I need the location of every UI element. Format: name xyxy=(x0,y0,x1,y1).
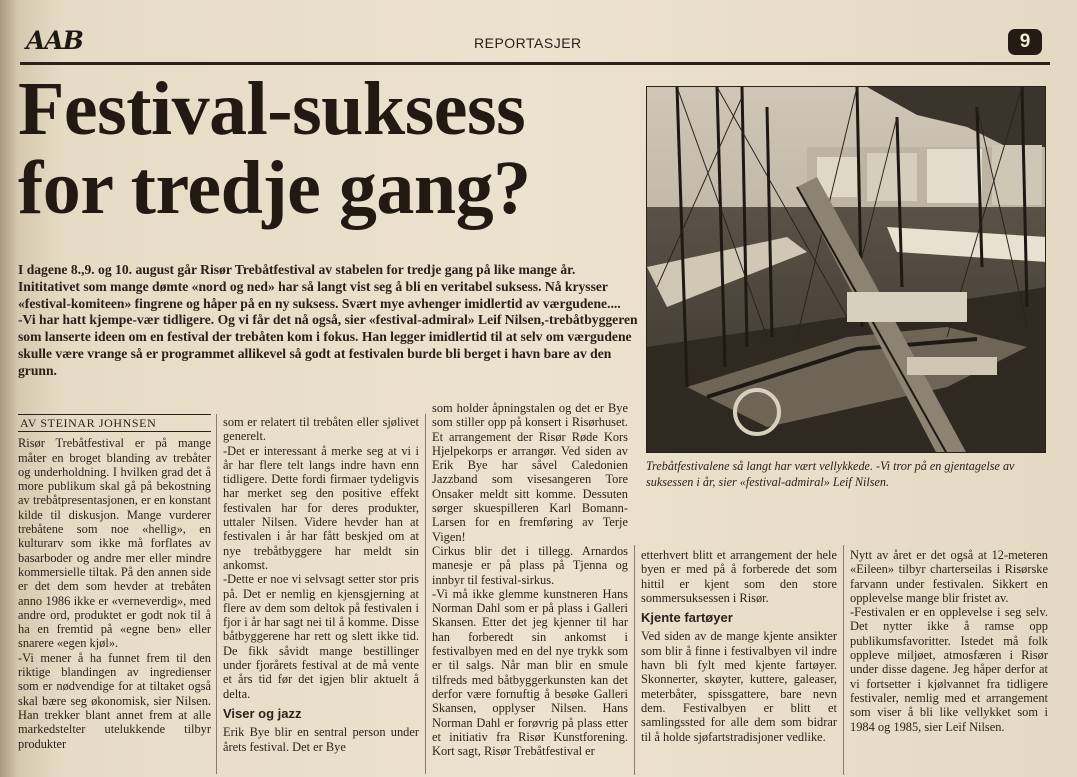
column-4-paragraph-2: Ved siden av de mange kjente ansikter som blir å finne i festivalbyen vil indre havn bli fylt med kjente fartøyer. Skonnerter, skøyter, kuttere, galeaser, meterbåter, spissgattere, bare nevn dem. Festivalbyen er blitt et samlingssted for alle dem som bidrar til å holde sjøfartstradisjoner vedlike. xyxy=(641,629,837,744)
masthead xyxy=(22,26,1052,60)
headline-line-2: for tredje gang? xyxy=(18,146,531,230)
column-divider xyxy=(843,545,844,775)
column-1-paragraph-1: Risør Trebåtfestival er på mange måter en broget blanding av trebåter og underholdning. I hvilken grad det å more publikum skal gå på bekostning av trebåtpresentasjonen, er en konstant kilde til diskusjon. Mange vurderer trebåtene som noe «hellig», en kulturarv som ikke må forflates av basarboder og andre mer eller mindre kommersielle tiltak. På den annen side er det dem som hevder at trebåten anno 1986 ikke er «verneverdig», med andre ord, produktet er godt nok til å ha en fremtid på «egne ben» eller snarere «egen kjøl». xyxy=(18,436,211,651)
lead-paragraph-2: -Vi har hatt kjempe-vær tidligere. Og vi får det nå også, sier «festival-admiral» Leif Nilsen,-trebåtbyggeren som lanserte ideen om en festival der trebåten kom i fokus. Han legger imidlertid til at selv om værgudene skulle være vrange så er programmet allikevel så godt at festivalen burde bli berget i havn bare av den grunn. xyxy=(18,312,638,378)
article-headline xyxy=(18,67,638,230)
column-3-paragraph-3: -Vi må ikke glemme kunstneren Hans Norman Dahl som er på plass i Galleri Skansen. Etter det jeg kjenner til har han forberedt sin ankomst i festivalbyen med en del nye trykk som er til salgs. Når man blir en smule tilfreds med båtbyggerkunsten kan det derfor være fornuftig å besøke Galleri Skansen, opplyser Nilsen. Hans Norman Dahl er forøvrig på plass etter et initiativ fra Risør Kunstforening. Kort sagt, Risør Trebåtfestival er xyxy=(432,586,628,759)
lead-paragraph-1: I dagene 8.,9. og 10. august går Risør Trebåtfestival av stabelen for tredje gang på like mange år. Inititativet som mange dømte «nord og ned» har så langt vist seg å bli en veritabel suksess. Nå krysser «festival-komiteen» fingrene og håper på en ny suksess. Svært mye avhenger imidlertid av værgudene.... xyxy=(18,262,621,311)
column-3-paragraph-2: Cirkus blir det i tillegg. Arnardos manesje er på plass på Tjenna og innbyr til festival-sirkus. xyxy=(432,543,628,587)
column-2-paragraph-1: som er relatert til trebåten eller sjølivet generelt. xyxy=(223,415,419,444)
column-5-paragraph-2: -Festivalen er en opplevelse i seg selv. Det nytter ikke å ramse opp publikumsfavoritter. Istedet må folk oppleve miljøet, atmosfæren i Risør under disse dagene. Jeg håper derfor at vi fortsetter i kjølvannet fra tidligere festivaler, nemlig med et arrangement som viser å bli like vellykket som i 1984 og 1985, sier Leif Nilsen. xyxy=(850,605,1048,734)
subheading-kjente-fartoyer: Kjente fartøyer xyxy=(641,610,733,626)
column-1-paragraph-2: -Vi mener å ha funnet frem til den riktige blandingen av ingredienser som er nødvendige for at tiltaket også skal bære seg økonomisk, sier Nilsen. Han trekker blant annet frem at alle markedstelter utelukkende tilbyr produkter xyxy=(18,650,211,751)
article-column-2 xyxy=(223,415,419,754)
article-column-4 xyxy=(641,548,837,744)
photo-caption: Trebåtfestivalene så langt har vært vellykkede. -Vi tror på en gjentagelse av suksessen i år, sier «festival-admiral» Leif Nilsen. xyxy=(646,459,1015,489)
harbor-photo xyxy=(646,86,1046,453)
article-column-3 xyxy=(432,401,628,758)
page-gutter-shadow xyxy=(0,0,18,777)
column-4-paragraph-1: etterhvert blitt et arrangement der hele byen er med på å forberede det som hittil er kjent som den store sommersuksessen i Risør. xyxy=(641,548,837,605)
column-3-paragraph-1: som holder åpningstalen og det er Bye som stiller opp på konsert i Risørhuset. Et arrangement der Risør Røde Kors Hjelpekorps er arrangør. Ved siden av Erik Bye har såvel Caledonien Jazzband som visesangeren Tore Onsaker meldt sitt komme. Dessuten sørger skuespilleren Karl Bomann-Larsen for en fremføring av Terje Vigen! xyxy=(432,401,628,544)
headline-line-1: Festival-suksess xyxy=(18,67,526,151)
section-title: REPORTASJER xyxy=(474,35,582,51)
byline: AV STEINAR JOHNSEN xyxy=(18,414,211,432)
column-2-paragraph-2: -Det er interessant å merke seg at vi i år har flere telt langs indre havn enn tidligere. Dette fordi firmaer tydeligvis har merket seg den positive effekt festivalen har for deres produkter, uttaler Nilsen. Videre hevder han at festivalen i år har fått beskjed om at nye trebåtbyggere har meldt sin ankomst. xyxy=(223,443,419,572)
article-column-1 xyxy=(18,414,211,751)
column-divider xyxy=(216,414,217,774)
publication-logo: AAB xyxy=(26,26,83,55)
page-number-badge: 9 xyxy=(1008,29,1042,55)
article-column-5 xyxy=(850,548,1048,734)
column-2-paragraph-4: Erik Bye blir en sentral person under årets festival. Det er Bye xyxy=(223,725,419,754)
subheading-viser-og-jazz: Viser og jazz xyxy=(223,705,302,721)
article-lead xyxy=(18,262,640,380)
column-divider xyxy=(425,414,426,774)
column-5-paragraph-1: Nytt av året er det også at 12-meteren «Eileen» tilbyr charterseilas i Risørske farvann under festivalen. Sikkert en opplevelse mange blir fristet av. xyxy=(850,548,1048,605)
harbor-photo-illustration xyxy=(647,87,1046,453)
column-2-paragraph-3: -Dette er noe vi selvsagt setter stor pris på. Det er nemlig en kjensgjerning at flere av dem som deltok på festivalen i fjor i år har sagt nei til å komme. Disse båtbyggerene har rett og slett ikke tid. De fikk såvidt mange bestillinger under fjorårets festival at de må vente et års tid før det igjen blir aktuelt å delta. xyxy=(223,572,419,701)
masthead-rule xyxy=(20,62,1050,65)
column-divider xyxy=(634,545,635,775)
